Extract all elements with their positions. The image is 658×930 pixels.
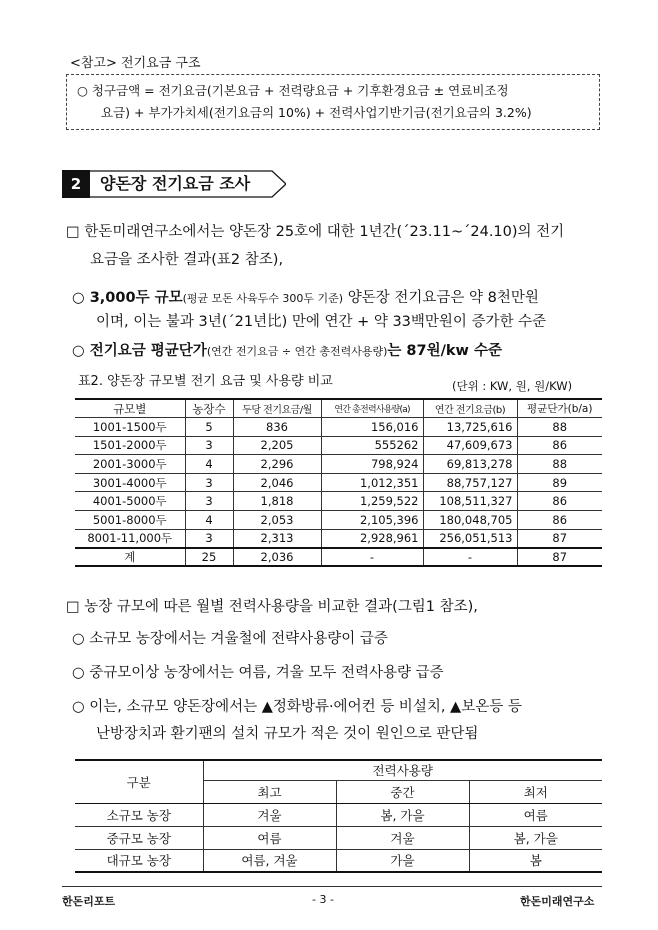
bullet5-line-2: 난방장치과 환기팬의 설치 규모가 적은 것이 원인으로 판단됨 [96, 726, 479, 742]
bullet1-line-2: 이며, 이는 불과 3년(´21년比) 만에 연간 + 약 33백만원이 증가한 수준 [96, 314, 547, 330]
table-row [75, 418, 602, 437]
table1-cell: 156,016 [321, 418, 423, 437]
table1-cell: 2,313 [233, 529, 321, 548]
table2-subheader: 최저 [469, 780, 602, 803]
table1-cell: 2,205 [233, 436, 321, 455]
table2-cell: 봄, 가을 [336, 803, 469, 826]
table-row [75, 511, 602, 530]
table1-cell: 1,818 [233, 492, 321, 511]
footer-left: 한돈리포트 [62, 895, 116, 908]
table1-cell: 4001-5000두 [75, 492, 185, 511]
table2-cell: 소규모 농장 [75, 803, 203, 826]
para1-line-2: 요금을 조사한 결과(표2 참조), [90, 252, 284, 268]
bullet2-lead: ○ 전기요금 평균단가 [72, 343, 207, 359]
table1-cell: 86 [517, 492, 602, 511]
table1-cell: - [423, 548, 517, 567]
table1-cell: 798,924 [321, 455, 423, 474]
table1-header: 연간 총전력사용량(a) [321, 399, 423, 418]
para1-line-1: □ 한돈미래연구소에서는 양돈장 25호에 대한 1년간(´23.11~´24.10)의 전기 [66, 224, 565, 240]
table2-cell: 여름 [203, 826, 336, 849]
table-row [75, 436, 602, 455]
page-number: - 3 - [312, 893, 334, 906]
table1-cell: 88 [517, 455, 602, 474]
bullet1-note: (평균 모돈 사육두수 300두 기준) [182, 292, 344, 305]
table2-cell: 겨울 [203, 803, 336, 826]
table1-header-row [75, 399, 602, 418]
table1-cell: 2,928,961 [321, 529, 423, 548]
table-row [75, 826, 602, 849]
bullet2-note: (연간 전기요금 ÷ 연간 총전력사용량) [206, 345, 388, 358]
footer-right: 한돈미래연구소 [520, 895, 595, 908]
table2-group-header: 구분 [75, 760, 203, 803]
table1-cell: 2,296 [233, 455, 321, 474]
table1-header: 연간 전기요금(b) [423, 399, 517, 418]
table1-cell: 1001-1500두 [75, 418, 185, 437]
table1-header: 두당 전기요금/월 [233, 399, 321, 418]
para2: □ 농장 규모에 따른 월별 전력사용량을 비교한 결과(그림1 참조), [66, 599, 478, 615]
power-usage-season-table [75, 759, 602, 873]
table1-cell: 2,053 [233, 511, 321, 530]
table1-cell: 89 [517, 473, 602, 492]
table1-cell: 256,051,513 [423, 529, 517, 548]
table2-subheader: 최고 [203, 780, 336, 803]
table1-cell: 555262 [321, 436, 423, 455]
table1-cell: 3 [185, 492, 233, 511]
table1-cell: 2,105,396 [321, 511, 423, 530]
table1-cell: 5 [185, 418, 233, 437]
table1-header: 농장수 [185, 399, 233, 418]
table1-cell: 3 [185, 529, 233, 548]
table1-cell: 87 [517, 548, 602, 567]
table1-cell: 1,012,351 [321, 473, 423, 492]
table2-cell: 중규모 농장 [75, 826, 203, 849]
table1-cell: 25 [185, 548, 233, 567]
table1-cell: 1501-2000두 [75, 436, 185, 455]
table1-cell: 13,725,616 [423, 418, 517, 437]
table1-cell: 3001-4000두 [75, 473, 185, 492]
electricity-cost-table [75, 398, 602, 567]
table1-unit: (단위 : KW, 원, 원/KW) [452, 379, 573, 393]
table1-cell: 1,259,522 [321, 492, 423, 511]
table2-cell: 여름, 겨울 [203, 849, 336, 872]
reference-line-2: 요금) + 부가가치세(전기요금의 10%) + 전력사업기반기금(전기요금의 3.2%) [101, 105, 532, 120]
reference-title: <참고> 전기요금 구조 [70, 56, 201, 71]
table2-cell: 대규모 농장 [75, 849, 203, 872]
reference-box [66, 74, 600, 130]
table2-cell: 겨울 [336, 826, 469, 849]
table1-cell: 5001-8000두 [75, 511, 185, 530]
table1-cell: 108,511,327 [423, 492, 517, 511]
section-title [90, 170, 286, 198]
table1-cell: 4 [185, 511, 233, 530]
table-row [75, 803, 602, 826]
table-row [75, 492, 602, 511]
table1-cell: 86 [517, 436, 602, 455]
bullet1-lead: ○ 3,000두 규모 [72, 290, 183, 306]
table2-power-header: 전력사용량 [203, 760, 602, 780]
table-row [75, 473, 602, 492]
table1-cell: 8001-11,000두 [75, 529, 185, 548]
table2-cell: 가을 [336, 849, 469, 872]
table-row [75, 529, 602, 548]
table1-cell: 2001-3000두 [75, 455, 185, 474]
table2-subheader: 중간 [336, 780, 469, 803]
bullet2 [72, 337, 502, 366]
table1-cell: 87 [517, 529, 602, 548]
table1-cell: 47,609,673 [423, 436, 517, 455]
table1-cell: 2,036 [233, 548, 321, 567]
table1-cell: 69,813,278 [423, 455, 517, 474]
table2-cell: 봄 [469, 849, 602, 872]
section-number: 2 [62, 170, 90, 198]
table1-cell: - [321, 548, 423, 567]
table1-cell: 88 [517, 418, 602, 437]
table1-caption: 표2. 양돈장 규모별 전기 요금 및 사용량 비교 [78, 374, 333, 389]
table1-cell: 3 [185, 473, 233, 492]
table1-cell: 88,757,127 [423, 473, 517, 492]
table1-header: 규모별 [75, 399, 185, 418]
bullet2-tail: 는 87원/kw 수준 [387, 343, 503, 359]
section-title-text: 양돈장 전기요금 조사 [100, 174, 251, 193]
bullet5-line-1: ○ 이는, 소규모 양돈장에서는 ▲정화방류·에어컨 등 비설치, ▲보온등 등 [72, 699, 522, 715]
table1-header: 평균단가(b/a) [517, 399, 602, 418]
table1-total-row [75, 548, 602, 567]
table1-cell: 180,048,705 [423, 511, 517, 530]
table1-cell: 3 [185, 436, 233, 455]
table2-cell: 봄, 가을 [469, 826, 602, 849]
bullet3: ○ 소규모 농장에서는 겨울철에 전략사용량이 급증 [72, 631, 388, 647]
table1-cell: 86 [517, 511, 602, 530]
reference-line-1: ○ 청구금액 = 전기요금(기본요금 + 전력량요금 + 기후환경요금 ± 연료비조정 [77, 83, 509, 98]
table-row [75, 849, 602, 872]
table2-cell: 여름 [469, 803, 602, 826]
table1-cell: 4 [185, 455, 233, 474]
table1-cell: 계 [75, 548, 185, 567]
table1-cell: 836 [233, 418, 321, 437]
footer-divider [62, 886, 602, 887]
bullet4: ○ 중규모이상 농장에서는 여름, 겨울 모두 전력사용량 급증 [72, 665, 444, 681]
bullet1-tail: 양돈장 전기요금은 약 8천만원 [343, 290, 539, 306]
table1-cell: 2,046 [233, 473, 321, 492]
table2-header-row [75, 760, 602, 780]
table-row [75, 455, 602, 474]
